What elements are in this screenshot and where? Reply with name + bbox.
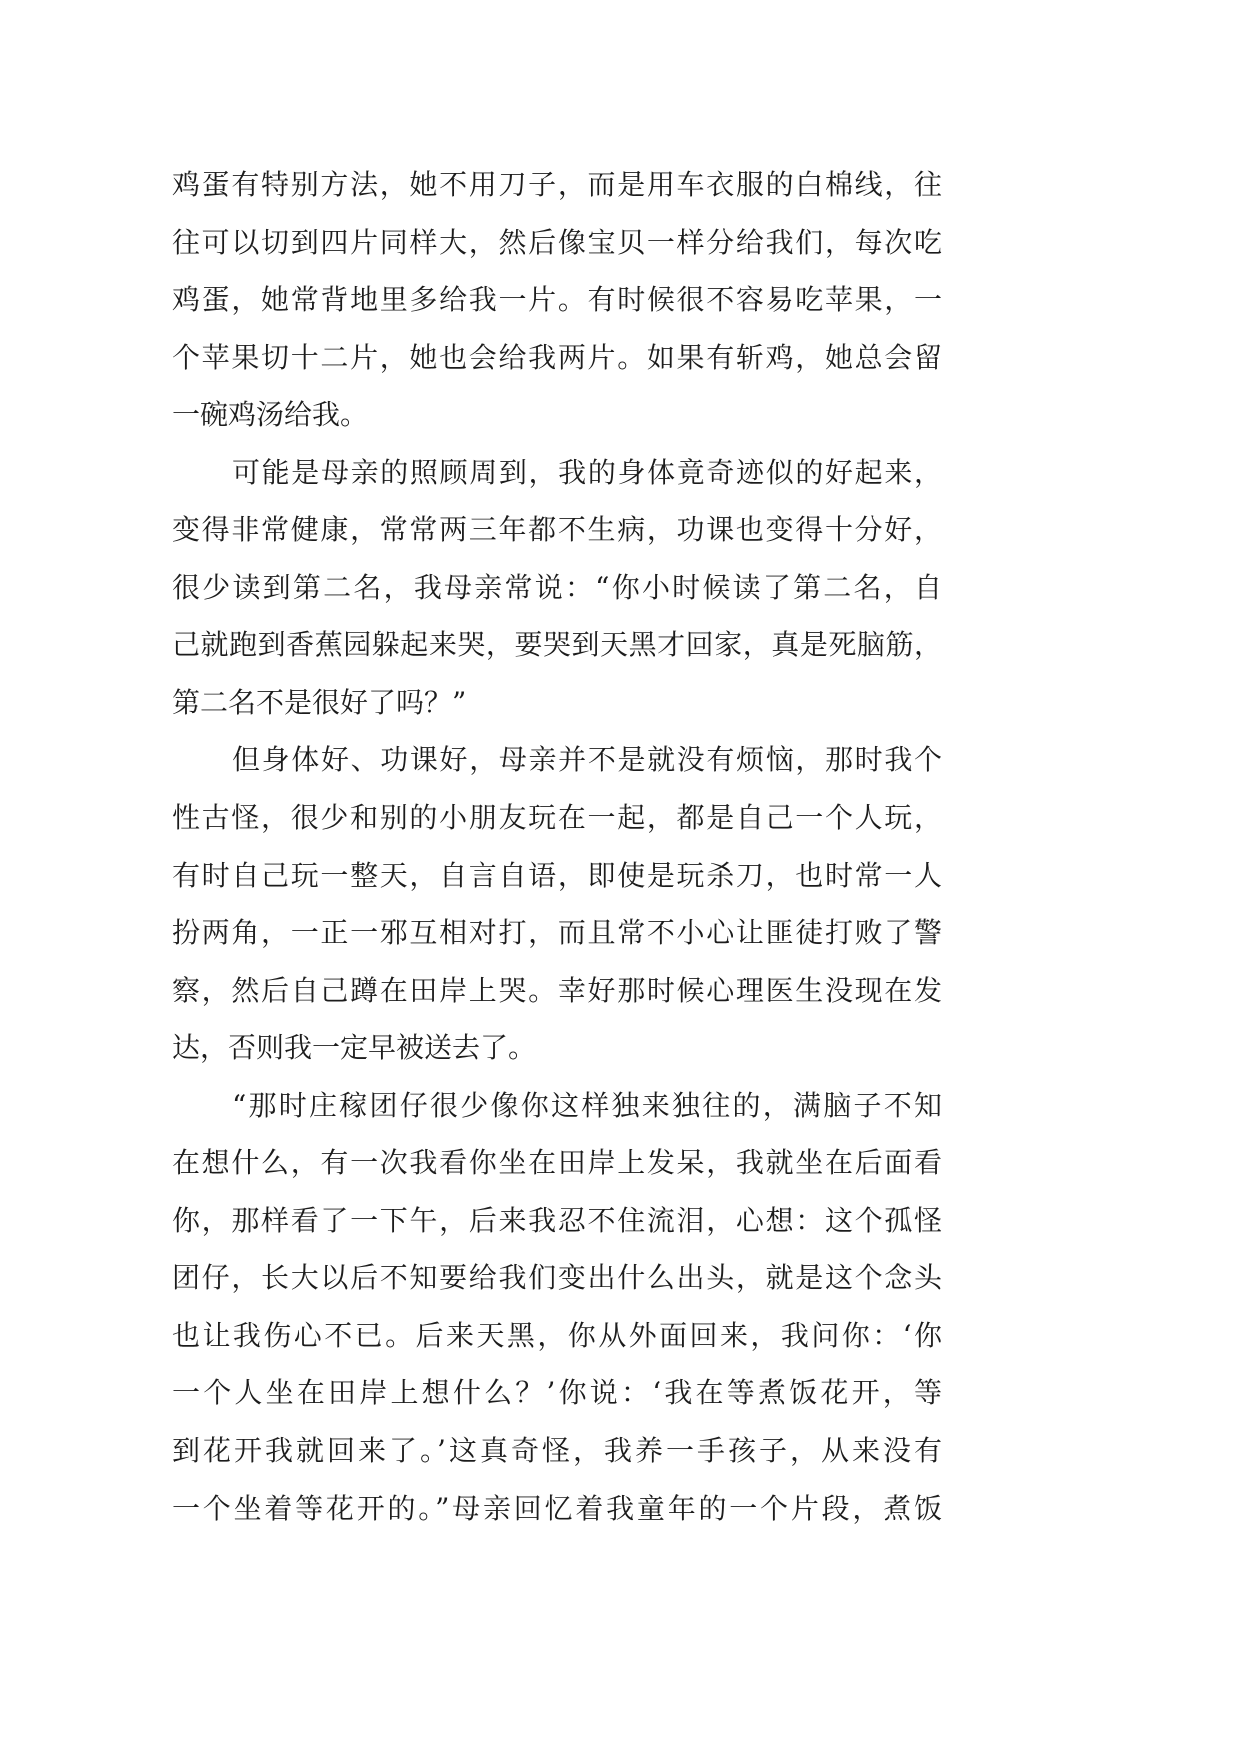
text-line: 可能是母亲的照顾周到，我的身体竟奇迹似的好起来， (232, 455, 942, 489)
text-line: 但身体好、功课好，母亲并不是就没有烦恼，那时我个 (232, 743, 942, 777)
text-line: 到花开我就回来了。’这真奇怪，我养一手孩子，从来没有 (172, 1434, 942, 1468)
text-line: 一碗鸡汤给我。 (172, 398, 369, 432)
text-line: 己就跑到香蕉园躲起来哭，要哭到天黑才回家，真是死脑筋， (172, 628, 942, 662)
text-line: 察，然后自己蹲在田岸上哭。幸好那时候心理医生没现在发 (172, 973, 942, 1007)
text-line: 也让我伤心不已。后来天黑，你从外面回来，我问你：‘你 (172, 1318, 942, 1352)
text-line: 一个坐着等花开的。”母亲回忆着我童年的一个片段，煮饭 (172, 1491, 942, 1525)
text-line: 团仔，长大以后不知要给我们变出什么出头，就是这个念头 (172, 1261, 942, 1295)
text-line: 变得非常健康，常常两三年都不生病，功课也变得十分好， (172, 513, 942, 547)
text-line: 第二名不是很好了吗？” (172, 685, 467, 719)
paragraph (172, 731, 942, 1076)
text-line: 达，否则我一定早被送去了。 (172, 1031, 537, 1065)
body-text (172, 156, 942, 1537)
text-line: 扮两角，一正一邪互相对打，而且常不小心让匪徒打败了警 (172, 916, 942, 950)
text-line: 鸡蛋，她常背地里多给我一片。有时候很不容易吃苹果，一 (172, 283, 942, 317)
text-line: 个苹果切十二片，她也会给我两片。如果有斩鸡，她总会留 (172, 340, 942, 374)
paragraph (172, 1077, 942, 1537)
text-line: 有时自己玩一整天，自言自语，即使是玩杀刀，也时常一人 (172, 858, 942, 892)
paragraph (172, 156, 942, 444)
text-line: 你，那样看了一下午，后来我忍不住流泪，心想：这个孤怪 (172, 1203, 942, 1237)
text-line: 在想什么，有一次我看你坐在田岸上发呆，我就坐在后面看 (172, 1146, 942, 1180)
text-line: 很少读到第二名，我母亲常说：“你小时候读了第二名，自 (172, 570, 942, 604)
paragraph (172, 444, 942, 732)
text-line: 往可以切到四片同样大，然后像宝贝一样分给我们，每次吃 (172, 225, 942, 259)
text-line: 一个人坐在田岸上想什么？’你说：‘我在等煮饭花开，等 (172, 1376, 942, 1410)
text-line: 性古怪，很少和别的小朋友玩在一起，都是自己一个人玩， (172, 801, 942, 835)
text-line: “那时庄稼团仔很少像你这样独来独往的，满脑子不知 (232, 1088, 942, 1122)
text-line: 鸡蛋有特别方法，她不用刀子，而是用车衣服的白棉线，往 (172, 168, 942, 201)
